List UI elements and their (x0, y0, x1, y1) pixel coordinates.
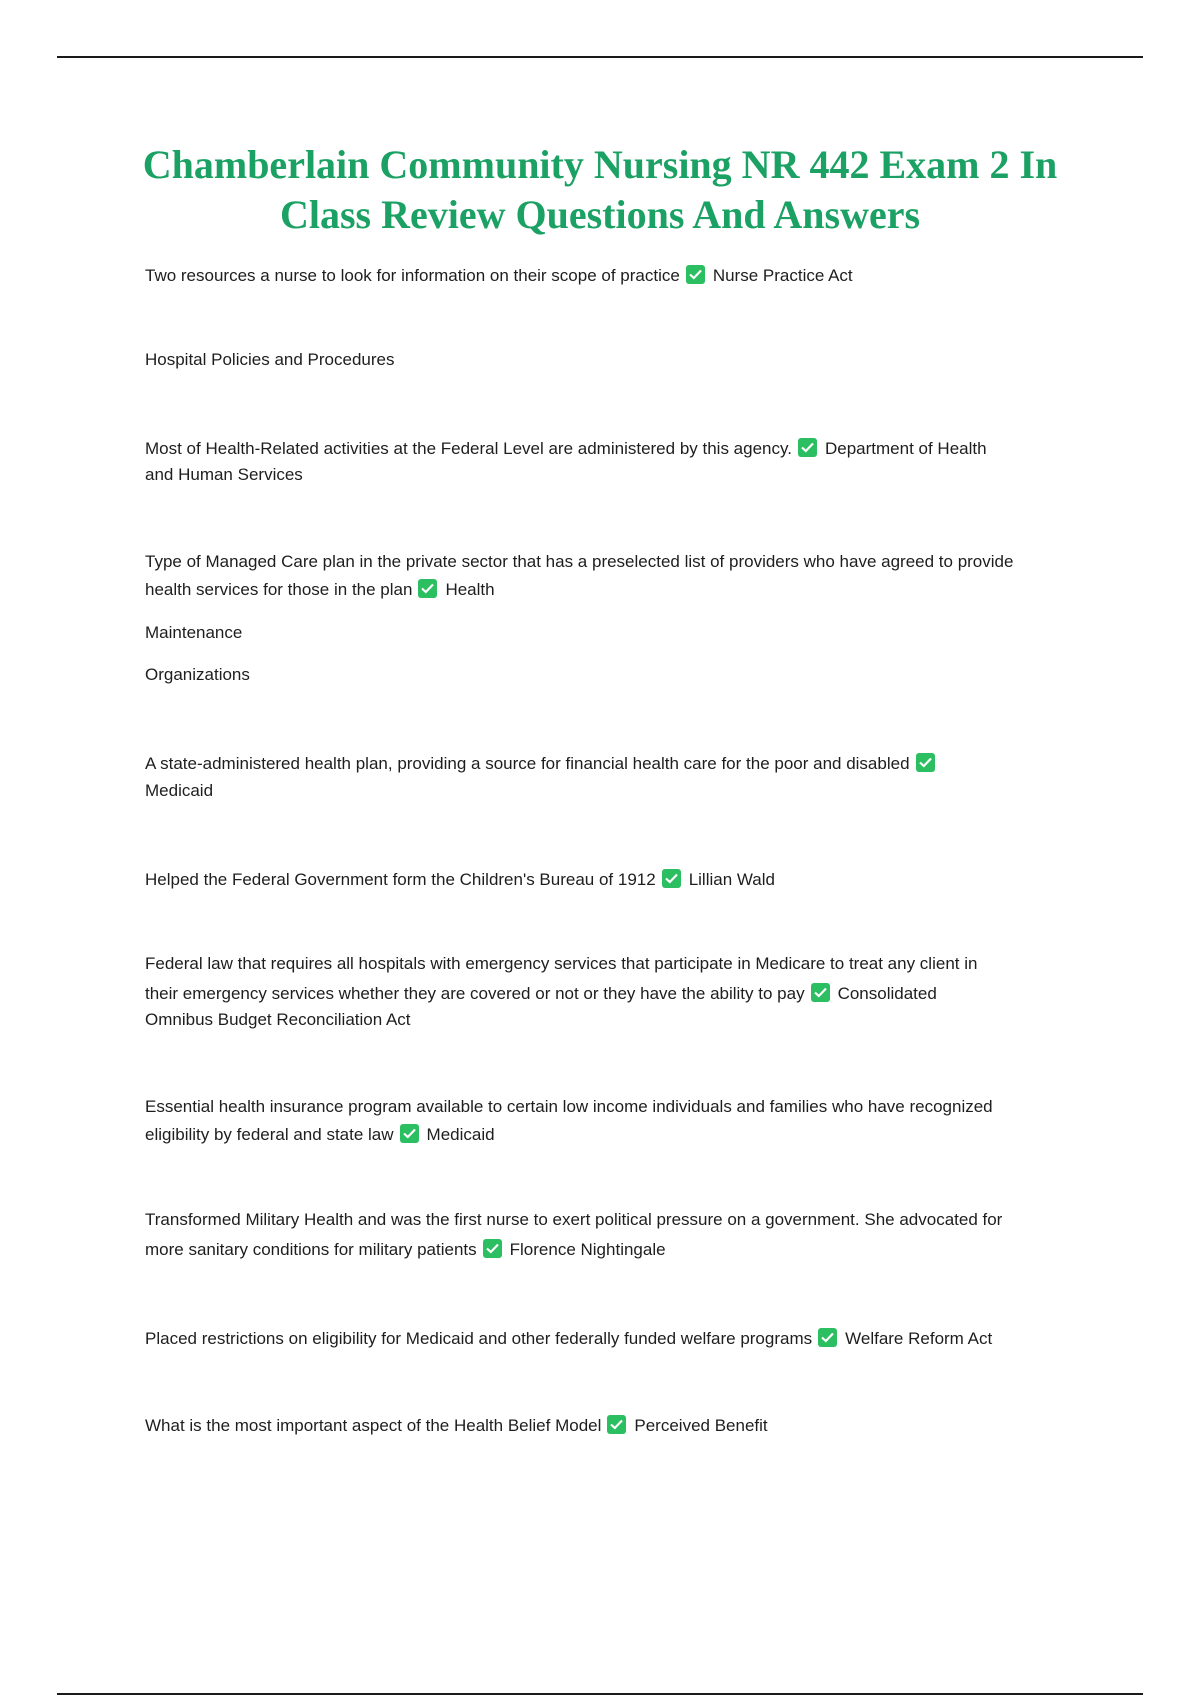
title-line-1: Chamberlain Community Nursing NR 442 Exam 2 In (142, 142, 1058, 187)
question: Federal law that requires all hospitals with emergency services that participate in Medicare to treat any client in (145, 954, 978, 973)
question-text (145, 435, 987, 463)
question: eligibility by federal and state law (145, 1125, 394, 1144)
check-box-icon (400, 1124, 419, 1143)
bottom-rule (57, 1693, 1143, 1695)
answer-continuation (145, 619, 242, 647)
check-box-icon (607, 1415, 626, 1434)
title-line-2: Class Review Questions And Answers (279, 192, 921, 237)
question-text (145, 576, 495, 604)
page-title (100, 140, 1100, 240)
question: Two resources a nurse to look for information on their scope of practice (145, 266, 680, 285)
question-text (145, 980, 937, 1008)
answer: Perceived Benefit (634, 1416, 768, 1435)
top-rule (57, 56, 1143, 58)
answer: Health (445, 580, 495, 599)
check-box-icon (798, 438, 817, 457)
check-box-icon (483, 1239, 502, 1258)
question: Most of Health-Related activities at the Federal Level are administered by this agency. (145, 439, 792, 458)
check-box-icon (662, 869, 681, 888)
answer: Medicaid (145, 781, 214, 800)
answer-continuation (145, 777, 213, 805)
question: health services for those in the plan (145, 580, 413, 599)
question-text (145, 866, 775, 894)
answer-continuation (145, 461, 303, 489)
answer-continuation (145, 1006, 411, 1034)
answer: Medicaid (426, 1125, 495, 1144)
question: Type of Managed Care plan in the private sector that has a preselected list of providers who have agreed to provide (145, 552, 1014, 571)
question: A state-administered health plan, providing a source for financial health care for the poor and disabled (145, 754, 910, 773)
check-box-icon (686, 265, 705, 284)
answer: and Human Services (145, 465, 303, 484)
answer: Organizations (145, 665, 250, 684)
answer: Department of Health (824, 439, 987, 458)
question-text (145, 1412, 768, 1440)
check-box-icon (916, 753, 935, 772)
answer: Lillian Wald (688, 870, 775, 889)
question: Essential health insurance program available to certain low income individuals and families who have recognized (145, 1097, 993, 1116)
answer: Hospital Policies and Procedures (145, 350, 395, 369)
answer: Nurse Practice Act (712, 266, 853, 285)
question-text (145, 1206, 1002, 1234)
question: Transformed Military Health and was the first nurse to exert political pressure on a government. She advocated for (145, 1210, 1003, 1229)
question-text (145, 1325, 992, 1353)
question-text (145, 262, 853, 290)
answer: Maintenance (145, 623, 243, 642)
question-text (145, 548, 1013, 576)
check-box-icon (818, 1328, 837, 1347)
answer-continuation (145, 661, 250, 689)
answer-continuation (145, 346, 394, 374)
question-text (145, 750, 943, 778)
check-box-icon (418, 579, 437, 598)
question-text (145, 1236, 666, 1264)
question: Helped the Federal Government form the Children's Bureau of 1912 (145, 870, 656, 889)
question-text (145, 950, 977, 978)
answer: Consolidated (837, 984, 937, 1003)
question: Placed restrictions on eligibility for Medicaid and other federally funded welfare programs (145, 1329, 813, 1348)
check-box-icon (811, 983, 830, 1002)
question: their emergency services whether they are covered or not or they have the ability to pay (145, 984, 805, 1003)
question: more sanitary conditions for military patients (145, 1240, 477, 1259)
answer: Florence Nightingale (509, 1240, 666, 1259)
answer: Welfare Reform Act (845, 1329, 993, 1348)
question: What is the most important aspect of the Health Belief Model (145, 1416, 602, 1435)
question-text (145, 1121, 495, 1149)
answer: Omnibus Budget Reconciliation Act (145, 1010, 411, 1029)
question-text (145, 1093, 993, 1121)
